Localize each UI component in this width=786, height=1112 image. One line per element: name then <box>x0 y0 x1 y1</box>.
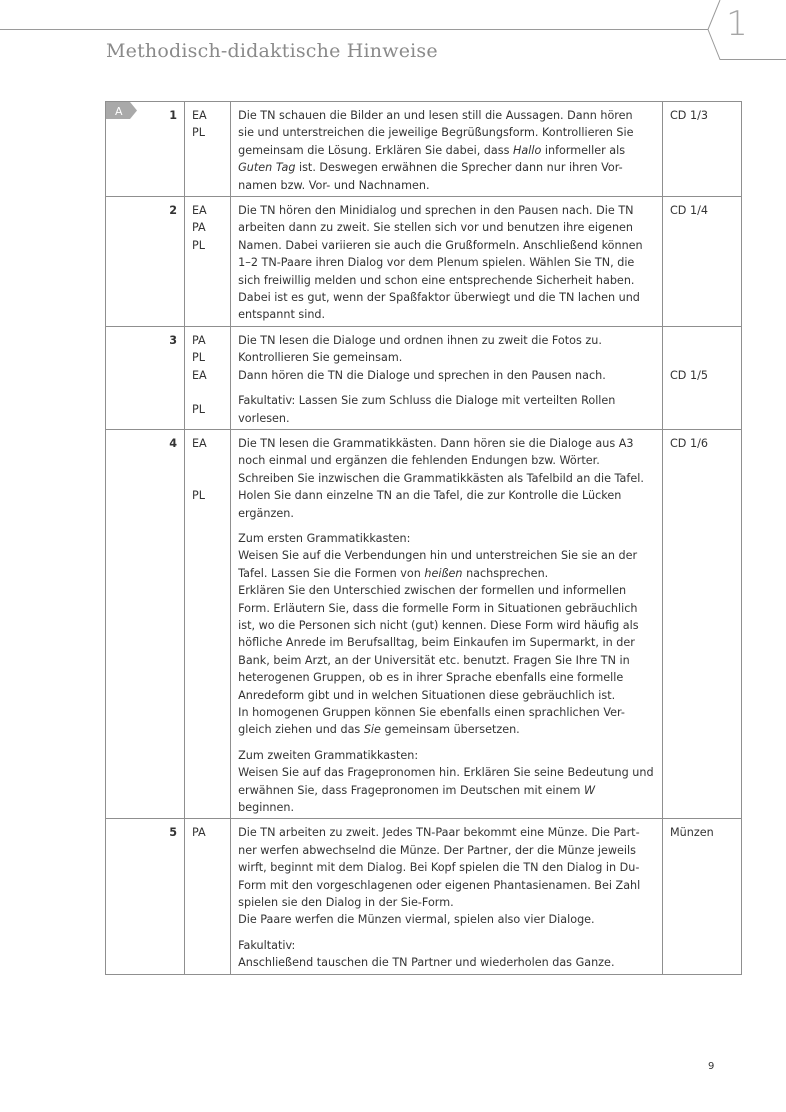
instruction-text: ist. Deswegen erwähnen die Sprecher dann nur ihren Vor- <box>295 161 623 175</box>
table-row <box>106 429 742 819</box>
instruction-cell <box>231 429 663 819</box>
instruction-cell <box>231 197 663 327</box>
instruction-text: Die TN lesen die Grammatikkästen. Dann hören sie die Dialoge aus A3 noch einmal und ergänzen die fehlenden Endungen bzw. Wörter. Schreiben Sie inzwischen die Grammatikkästen als Tafelbild an die Tafel. Holen Sie dann einzelne TN an die Tafel, die zur Kontrolle die Lücken ergänzen. <box>238 436 644 520</box>
instruction-text: Die TN arbeiten zu zweit. Jedes TN-Paar bekommt eine Münze. Die Part-ner werfen abwechselnd die Münze. Der Partner, der die Münze jeweils wirft, beginnt mit dem Dialog. Bei Kopf spielen die TN den Dialog in Du-Form mit den vorgeschlagenen oder eigenen Phantasienamen. Bei Zahl spielen sie den Dialog in der Sie-Form. <box>238 826 641 910</box>
social-form: EA <box>191 368 207 382</box>
page-title: Methodisch-didaktische Hinweise <box>106 40 438 62</box>
instruction-text: In homogenen Gruppen können Sie ebenfalls einen sprachlichen Ver-gleich ziehen und das Sie gemeinsam übersetzen. <box>238 706 625 737</box>
instruction-cell <box>231 819 663 974</box>
instruction-subheading: Zum zweiten Grammatikkasten: <box>238 748 419 762</box>
instruction-subheading: Zum ersten Grammatikkasten: <box>238 531 411 545</box>
example-word: heißen <box>424 566 463 580</box>
social-form: PL <box>191 126 205 140</box>
lesson-table <box>105 101 742 975</box>
row-number-cell <box>106 102 185 197</box>
social-form-cell <box>184 819 230 974</box>
instruction-text: Anschließend tauschen die TN Partner und wiederholen das Ganze. <box>238 956 615 970</box>
table-row <box>106 102 742 197</box>
example-word: Hallo <box>512 143 542 157</box>
social-form: PL <box>191 489 205 503</box>
example-word: Guten Tag <box>238 161 296 175</box>
row-number-cell <box>106 819 185 974</box>
row-number-cell <box>106 326 185 429</box>
social-form: PA <box>191 826 206 840</box>
instruction-cell <box>231 326 663 429</box>
instruction-subheading: Fakultativ: <box>238 938 296 952</box>
social-form: EA <box>191 204 207 218</box>
row-number: 1 <box>169 109 177 122</box>
page-number: 9 <box>708 1061 715 1072</box>
social-form: EA <box>191 436 207 450</box>
table-row <box>106 819 742 974</box>
media-cell <box>663 102 742 197</box>
instruction-text: Erklären Sie den Unterschied zwischen der formellen und informellen Form. Erläutern Sie, dass die formelle Form in Situationen gebräuchlich ist, wo die Personen sich nicht (gut) kennen. Diese Form wird häufig als höfliche Anrede im Berufsalltag, beim Einkaufen im Supermarkt, in der Bank, beim Arzt, an der Universität etc. benutzt. Fragen Sie Ihre TN in heterogenen Gruppen, ob es in ihrer Sprache ebenfalls eine formelle Anredeform gibt und in welchen Situationen diese gebräuchlich ist. <box>238 584 639 702</box>
social-form-cell <box>184 102 230 197</box>
media-label: CD 1/3 <box>670 109 708 122</box>
instruction-text: Weisen Sie auf die Verbendungen hin und unterstreichen Sie sie an der Tafel. Lassen Sie die Formen von heißen nachsprechen. <box>238 549 638 580</box>
social-form: PL <box>191 403 205 417</box>
row-number-cell <box>106 197 185 327</box>
row-number: 3 <box>169 333 177 347</box>
chapter-number: 1 <box>726 4 748 44</box>
media-cell <box>663 819 742 974</box>
media-label: CD 1/4 <box>670 204 708 218</box>
table-row <box>106 326 742 429</box>
row-number-cell <box>106 429 185 819</box>
social-form: EA <box>191 109 207 122</box>
social-form: PL <box>191 238 205 252</box>
instruction-cell <box>231 102 663 197</box>
media-cell <box>663 429 742 819</box>
social-form: PL <box>191 351 205 365</box>
media-label: CD 1/5 <box>670 368 708 382</box>
instruction-text: Kontrollieren Sie gemeinsam. <box>238 351 403 365</box>
social-form: PA <box>191 333 206 347</box>
media-label: Münzen <box>670 826 714 840</box>
row-number: 2 <box>169 204 177 218</box>
instruction-text: Dann hören die TN die Dialoge und sprechen in den Pausen nach. <box>238 368 606 382</box>
instruction-text: gemeinsam die Lösung. Erklären Sie dabei, dass <box>238 143 513 157</box>
row-number: 4 <box>169 436 177 450</box>
media-cell <box>663 326 742 429</box>
example-word: Sie <box>363 723 381 737</box>
instruction-text: Die Paare werfen die Münzen viermal, spielen also vier Dialoge. <box>238 913 595 927</box>
section-tag-label: A <box>115 105 123 118</box>
instruction-text: Fakultativ: Lassen Sie zum Schluss die Dialoge mit verteilten Rollen vorlesen. <box>238 394 616 425</box>
table-row <box>106 197 742 327</box>
social-form-cell <box>184 429 230 819</box>
social-form: PA <box>191 221 206 235</box>
instruction-text: sie und unterstreichen die jeweilige Begrüßungsform. Kontrollieren Sie <box>238 126 634 140</box>
instruction-text: namen bzw. Vor- und Nachnamen. <box>238 178 430 192</box>
instruction-text: Die TN schauen die Bilder an und lesen still die Aussagen. Dann hören <box>238 109 633 122</box>
instruction-text: informeller als <box>541 143 626 157</box>
social-form-cell <box>184 326 230 429</box>
instruction-text: Die TN hören den Minidialog und sprechen in den Pausen nach. Die TN arbeiten dann zu zweit. Sie stellen sich vor und benutzen ihre eigenen Namen. Dabei variieren sie auch die Grußformeln. Anschließend können 1–2 TN-Paare ihren Dialog vor dem Plenum spielen. Wählen Sie TN, die sich freiwillig melden und schon eine entsprechende Sicherheit haben. Dabei ist es gut, wenn der Spaßfaktor überwiegt und die TN lachen und entspannt sind. <box>238 204 643 322</box>
instruction-text: Die TN lesen die Dialoge und ordnen ihnen zu zweit die Fotos zu. <box>238 333 602 347</box>
instruction-text: Weisen Sie auf das Fragepronomen hin. Erklären Sie seine Bedeutung und erwähnen Sie, dass Fragepronomen im Deutschen mit einem W beginnen. <box>238 766 654 815</box>
social-form-cell <box>184 197 230 327</box>
header-rule <box>0 29 708 30</box>
media-label: CD 1/6 <box>670 436 708 450</box>
row-number: 5 <box>169 826 177 840</box>
example-word: W <box>583 783 596 797</box>
media-cell <box>663 197 742 327</box>
